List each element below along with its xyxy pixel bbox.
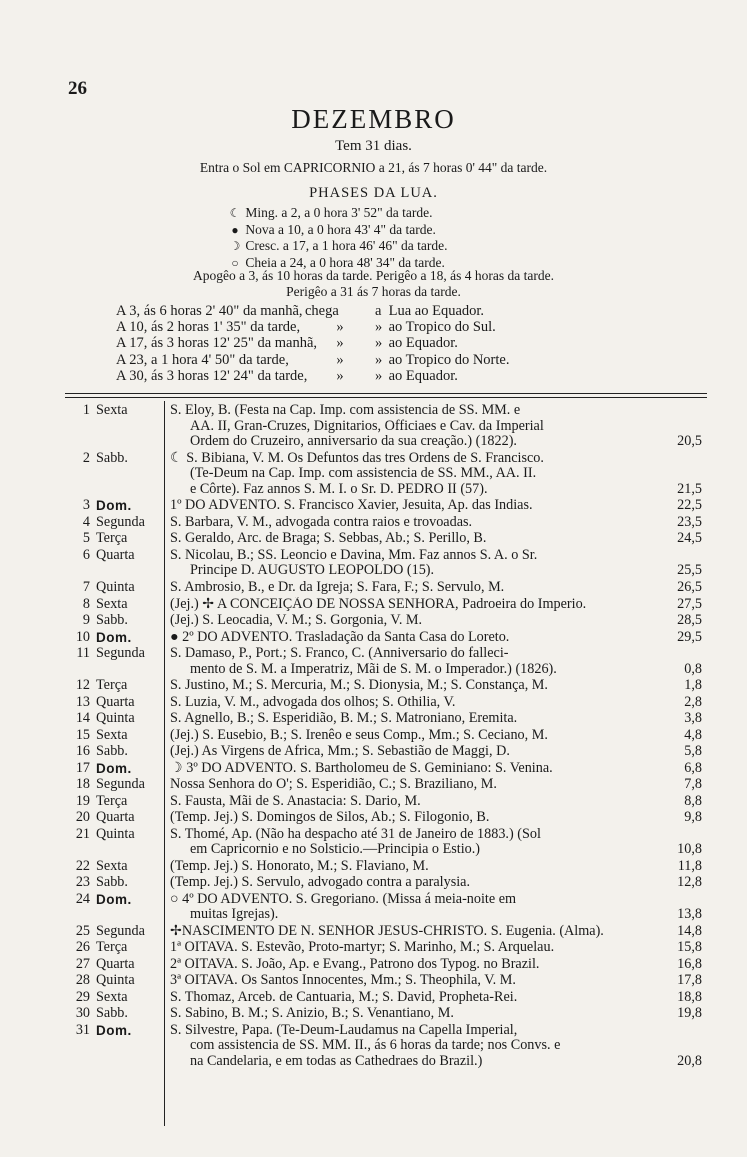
weekday: Sexta <box>96 595 128 612</box>
day-number: 23 <box>75 874 90 891</box>
moon-age: 6,8 <box>684 759 702 776</box>
moon-age: 25,5 <box>677 562 702 579</box>
day-number: 7 <box>82 579 90 595</box>
phase-text: Ming. a 2, a 0 hora 3' 52" da tarde. <box>245 205 433 220</box>
day-number: 10 <box>75 628 90 645</box>
day-number: 14 <box>75 710 90 727</box>
saint-description: S. Ambrosio, B., e Dr. da Igreja; S. Fara, F.; S. Servulo, M. <box>170 580 505 595</box>
day-number: 20 <box>75 809 90 826</box>
new-moon-icon: ● <box>231 222 239 237</box>
saint-description: ✢NASCIMENTO DE N. SENHOR JESUS-CHRISTO. S. Eugenia. (Alma). <box>170 923 604 939</box>
crossing-verb: » <box>336 351 344 368</box>
day-number: 4 <box>82 513 90 530</box>
apogee-line: Apogêo a 3, ás 10 horas da tarde. Perigêo a 18, ás 4 horas da tarde. <box>192 268 554 283</box>
weekday: Sexta <box>96 402 128 418</box>
crossing-row <box>116 303 509 319</box>
saint-description: ☾ S. Bibiana, V. M. Os Defuntos das tres Ordens de S. Francisco. <box>170 450 544 466</box>
saint-description: em Capricornio e no Solsticio.—Principia o Estio.) <box>190 842 481 858</box>
calendar-row <box>0 827 747 858</box>
saint-description: AA. II, Gran-Cruzes, Dignitarios, Officiaes e Cav. da Imperial <box>190 418 544 434</box>
weekday: Quarta <box>96 546 135 563</box>
phases-title: PHASES DA LUA. <box>309 185 438 201</box>
calendar-row <box>0 973 747 989</box>
weekday: Quinta <box>96 825 135 842</box>
crossing-destination: ao Tropico do Sul. <box>388 319 496 336</box>
moon-age: 13,8 <box>677 906 702 923</box>
moon-phases <box>228 205 448 271</box>
phase-text: Cheia a 24, a 0 hora 48' 34" da tarde. <box>245 254 445 270</box>
phase-text: Cresc. a 17, a 1 hora 46' 46" da tarde. <box>245 238 448 253</box>
moon-age: 21,5 <box>677 480 702 497</box>
weekday: Dom. <box>96 498 132 514</box>
calendar-row <box>0 1006 747 1022</box>
weekday: Quinta <box>96 972 135 989</box>
saint-description: Ordem do Cruzeiro, anniversario da sua creação.) (1822). <box>190 434 517 450</box>
weekday: Segunda <box>96 776 145 793</box>
saint-description: Principe D. AUGUSTO LEOPOLDO (15). <box>190 563 435 579</box>
moon-age: 28,5 <box>677 612 702 628</box>
page-number: 26 <box>68 78 87 99</box>
calendar-row <box>0 794 747 810</box>
moon-age: 15,8 <box>677 939 702 956</box>
day-number: 5 <box>82 530 90 547</box>
saint-description: S. Justino, M.; S. Mercuria, M.; S. Dionysia, M.; S. Constança, M. <box>170 678 548 694</box>
phase-text: Nova a 10, a 0 hora 43' 4" da tarde. <box>245 221 436 237</box>
saint-description: muitas Igrejas). <box>190 907 279 923</box>
crossing-row <box>116 335 509 351</box>
calendar-row <box>0 777 747 793</box>
crossing-time: A 23, a 1 hora 4' 50" da tarde, <box>116 351 289 368</box>
day-number: 9 <box>82 612 90 628</box>
calendar-row <box>0 515 747 531</box>
saint-description: (Jej.) S. Leocadia, V. M.; S. Gorgonia, V. M. <box>170 613 423 628</box>
day-number: 25 <box>75 922 90 939</box>
saint-description: ○ 4º DO ADVENTO. S. Gregoriano. (Missa á meia-noite em <box>170 891 517 907</box>
calendar-row <box>0 451 747 498</box>
weekday: Sexta <box>96 857 128 874</box>
crossing-verb: » <box>336 335 344 352</box>
perigee-line: Perigêo a 31 ás 7 horas da tarde. <box>286 284 461 299</box>
day-number: 22 <box>75 857 90 874</box>
crossing-time: A 3, ás 6 horas 2' 40" da manhã, <box>116 303 303 319</box>
moon-age: 17,8 <box>677 972 702 989</box>
weekday: Sabb. <box>96 1005 128 1022</box>
weekday: Quarta <box>96 693 135 710</box>
saint-description: (Te-Deum na Cap. Imp. com assistencia de SS. MM., AA. II. <box>190 466 537 482</box>
calendar-row <box>0 597 747 613</box>
crossing-verb: chega <box>305 303 339 319</box>
crossing-time: A 17, ás 3 horas 12' 25" da manhã, <box>116 335 318 352</box>
moon-age: 27,5 <box>677 595 702 612</box>
day-number: 27 <box>75 955 90 972</box>
crossing-article: » <box>375 319 383 336</box>
calendar-row <box>0 580 747 596</box>
moon-age: 12,8 <box>677 874 702 891</box>
saint-description: S. Barbara, V. M., advogada contra raios e trovoadas. <box>170 514 473 530</box>
crossing-article: a <box>375 303 382 319</box>
sun-entry: Entra o Sol em CAPRICORNIO a 21, ás 7 horas 0' 44" da tarde. <box>199 160 548 175</box>
weekday: Quinta <box>96 710 135 727</box>
crossing-row <box>116 319 509 335</box>
moon-age: 22,5 <box>677 497 702 514</box>
saint-description: S. Thomé, Ap. (Não ha despacho até 31 de Janeiro de 1883.) (Sol <box>170 826 541 842</box>
day-number: 19 <box>75 792 90 809</box>
weekday: Quarta <box>96 809 135 826</box>
day-number: 29 <box>75 988 90 1005</box>
saint-description: Nossa Senhora do O'; S. Esperidião, C.; S. Braziliano, M. <box>170 777 497 793</box>
weekday: Segunda <box>96 513 145 530</box>
crossing-destination: ao Equador. <box>388 335 458 352</box>
calendar-row <box>0 940 747 956</box>
full-moon-icon: ○ <box>231 255 239 270</box>
saint-description: (Jej.) As Virgens de Africa, Mm.; S. Sebastião de Maggi, D. <box>170 744 510 760</box>
saint-description: e Côrte). Faz annos S. M. I. o Sr. D. PEDRO II (57). <box>190 481 488 497</box>
weekday: Terça <box>96 792 128 809</box>
moon-age: 1,8 <box>684 677 702 694</box>
crossing-row <box>116 368 509 384</box>
day-number: 21 <box>75 825 90 842</box>
saint-description: ● 2º DO ADVENTO. Trasladação da Santa Casa do Loreto. <box>170 629 510 645</box>
moon-age: 29,5 <box>677 628 702 645</box>
saint-description: ☽ 3º DO ADVENTO. S. Bartholomeu de S. Geminiano: S. Venina. <box>170 760 553 776</box>
saint-description: S. Nicolau, B.; SS. Leoncio e Davina, Mm. Faz annos S. A. o Sr. <box>170 547 538 563</box>
crossing-row <box>116 352 509 368</box>
calendar-row <box>0 678 747 694</box>
saint-description: S. Thomaz, Arceb. de Cantuaria, M.; S. David, Propheta-Rei. <box>170 989 518 1005</box>
saint-description: 3ª OITAVA. Os Santos Innocentes, Mm.; S. Theophila, V. M. <box>170 973 516 989</box>
saint-description: S. Geraldo, Arc. de Braga; S. Sebbas, Ab.; S. Perillo, B. <box>170 531 487 547</box>
saint-description: S. Fausta, Mãi de S. Anastacia: S. Dario, M. <box>170 793 421 809</box>
moon-age: 24,5 <box>677 530 702 547</box>
weekday: Sabb. <box>96 612 128 628</box>
calendar-row <box>0 646 747 677</box>
weekday: Dom. <box>96 760 132 776</box>
weekday: Dom. <box>96 891 132 907</box>
calendar-row <box>0 957 747 973</box>
saint-description: (Jej.) S. Eusebio, B.; S. Irenêo e seus Comp., Mm.; S. Ceciano, M. <box>170 727 548 743</box>
saint-description: (Temp. Jej.) S. Domingos de Silos, Ab.; S. Filogonio, B. <box>170 810 490 826</box>
calendar-row <box>0 630 747 646</box>
phase-row <box>228 238 448 255</box>
weekday: Segunda <box>96 645 145 661</box>
moon-age: 20,5 <box>677 433 702 450</box>
calendar-row <box>0 548 747 579</box>
crossing-destination: ao Equador. <box>388 367 458 384</box>
calendar-row <box>0 613 747 629</box>
calendar-row <box>0 711 747 727</box>
day-number: 24 <box>75 890 90 907</box>
weekday: Terça <box>96 939 128 956</box>
weekday: Sexta <box>96 726 128 743</box>
crossing-verb: » <box>336 367 344 384</box>
day-number: 3 <box>82 497 90 514</box>
saint-description: S. Sabino, B. M.; S. Anizio, B.; S. Venantiano, M. <box>170 1006 454 1022</box>
month-title: DEZEMBRO <box>291 104 456 134</box>
day-number: 11 <box>76 645 90 661</box>
crossing-verb: » <box>336 319 344 336</box>
saint-description: (Temp. Jej.) S. Servulo, advogado contra a paralysia. <box>170 875 471 891</box>
moon-age: 11,8 <box>677 857 702 874</box>
day-number: 18 <box>75 776 90 793</box>
day-number: 13 <box>75 693 90 710</box>
saint-description: S. Silvestre, Papa. (Te-Deum-Laudamus na Capella Imperial, <box>170 1022 518 1038</box>
weekday: Sabb. <box>96 743 128 760</box>
weekday: Sabb. <box>96 874 128 891</box>
calendar-row <box>0 761 747 777</box>
moon-age: 0,8 <box>684 660 702 677</box>
equator-crossings <box>116 303 509 384</box>
crossing-destination: Lua ao Equador. <box>388 303 485 319</box>
moon-age: 8,8 <box>684 792 702 809</box>
day-number: 28 <box>75 972 90 989</box>
saint-description: com assistencia de SS. MM. II., ás 6 horas da tarde; nos Convs. e <box>190 1038 561 1054</box>
moon-age: 7,8 <box>684 776 702 793</box>
moon-age: 2,8 <box>684 693 702 710</box>
day-number: 12 <box>75 677 90 694</box>
day-number: 15 <box>75 726 90 743</box>
moon-age: 26,5 <box>677 579 702 595</box>
moon-last-quarter-icon: ☾ <box>229 206 241 220</box>
saint-description: (Temp. Jej.) S. Honorato, M.; S. Flaviano, M. <box>170 858 429 874</box>
crossing-time: A 10, ás 2 horas 1' 35" da tarde, <box>116 319 301 336</box>
moon-age: 14,8 <box>677 922 702 939</box>
moon-age: 5,8 <box>684 743 702 760</box>
calendar-row <box>0 744 747 760</box>
phase-row <box>228 222 448 239</box>
moon-age: 16,8 <box>677 955 702 972</box>
weekday: Terça <box>96 530 128 547</box>
calendar-row <box>0 695 747 711</box>
weekday: Segunda <box>96 922 145 939</box>
calendar-row <box>0 892 747 923</box>
calendar-row <box>0 1023 747 1070</box>
crossing-destination: ao Tropico do Norte. <box>388 351 510 368</box>
double-rule-top <box>65 393 707 394</box>
calendar-row <box>0 531 747 547</box>
saint-description: na Candelaria, e em todas as Cathedraes do Brazil.) <box>190 1053 483 1069</box>
saint-description: 1ª OITAVA. S. Estevão, Proto-martyr; S. Marinho, M.; S. Arquelau. <box>170 940 555 956</box>
day-number: 1 <box>82 402 90 418</box>
calendar-row <box>0 924 747 940</box>
moon-age: 3,8 <box>684 710 702 727</box>
moon-age: 18,8 <box>677 988 702 1005</box>
saint-description: (Jej.) ✢ A CONCEIÇÃO DE NOSSA SENHORA, Padroeira do Imperio. <box>170 596 587 612</box>
weekday: Quinta <box>96 579 135 595</box>
crossing-article: » <box>375 335 383 352</box>
calendar-row <box>0 810 747 826</box>
double-rule-bottom <box>65 397 707 398</box>
day-number: 31 <box>75 1021 90 1038</box>
saint-description: 2ª OITAVA. S. João, Ap. e Evang., Patrono dos Typog. no Brazil. <box>170 956 540 972</box>
weekday: Dom. <box>96 1022 132 1038</box>
day-number: 30 <box>75 1005 90 1022</box>
moon-age: 4,8 <box>684 726 702 743</box>
crossing-article: » <box>375 367 383 384</box>
weekday: Dom. <box>96 629 132 645</box>
saint-description: S. Agnello, B.; S. Esperidião, B. M.; S. Matroniano, Eremita. <box>170 711 518 727</box>
day-number: 8 <box>82 595 90 612</box>
day-number: 16 <box>75 743 90 760</box>
calendar-row <box>0 728 747 744</box>
day-number: 17 <box>75 759 90 776</box>
moon-age: 20,8 <box>677 1052 702 1069</box>
saint-description: S. Luzia, V. M., advogada dos olhos; S. Othilia, V. <box>170 694 456 710</box>
saint-description: 1º DO ADVENTO. S. Francisco Xavier, Jesuita, Ap. das Indias. <box>170 498 533 514</box>
calendar-row <box>0 498 747 514</box>
crossing-article: » <box>375 351 383 368</box>
saint-description: mento de S. M. a Imperatriz, Mãi de S. M. o Imperador.) (1826). <box>190 661 557 677</box>
weekday: Sexta <box>96 988 128 1005</box>
moon-age: 9,8 <box>684 809 702 826</box>
calendar-row <box>0 990 747 1006</box>
weekday: Terça <box>96 677 128 694</box>
saint-description: S. Eloy, B. (Festa na Cap. Imp. com assistencia de SS. MM. e <box>170 403 521 418</box>
calendar-row <box>0 403 747 450</box>
phase-row <box>228 205 448 222</box>
moon-age: 10,8 <box>677 841 702 858</box>
moon-age: 23,5 <box>677 513 702 530</box>
saint-description: S. Damaso, P., Port.; S. Franco, C. (Anniversario do falleci- <box>170 646 509 661</box>
day-number: 2 <box>82 449 90 466</box>
moon-first-quarter-icon: ☽ <box>229 239 241 253</box>
days-count: Tem 31 dias. <box>335 138 412 154</box>
day-number: 6 <box>82 546 90 563</box>
calendar-row <box>0 859 747 875</box>
weekday: Quarta <box>96 955 135 972</box>
calendar-row <box>0 875 747 891</box>
weekday: Sabb. <box>96 449 128 466</box>
crossing-time: A 30, ás 3 horas 12' 24" da tarde, <box>116 367 308 384</box>
moon-age: 19,8 <box>677 1005 702 1022</box>
day-number: 26 <box>75 939 90 956</box>
